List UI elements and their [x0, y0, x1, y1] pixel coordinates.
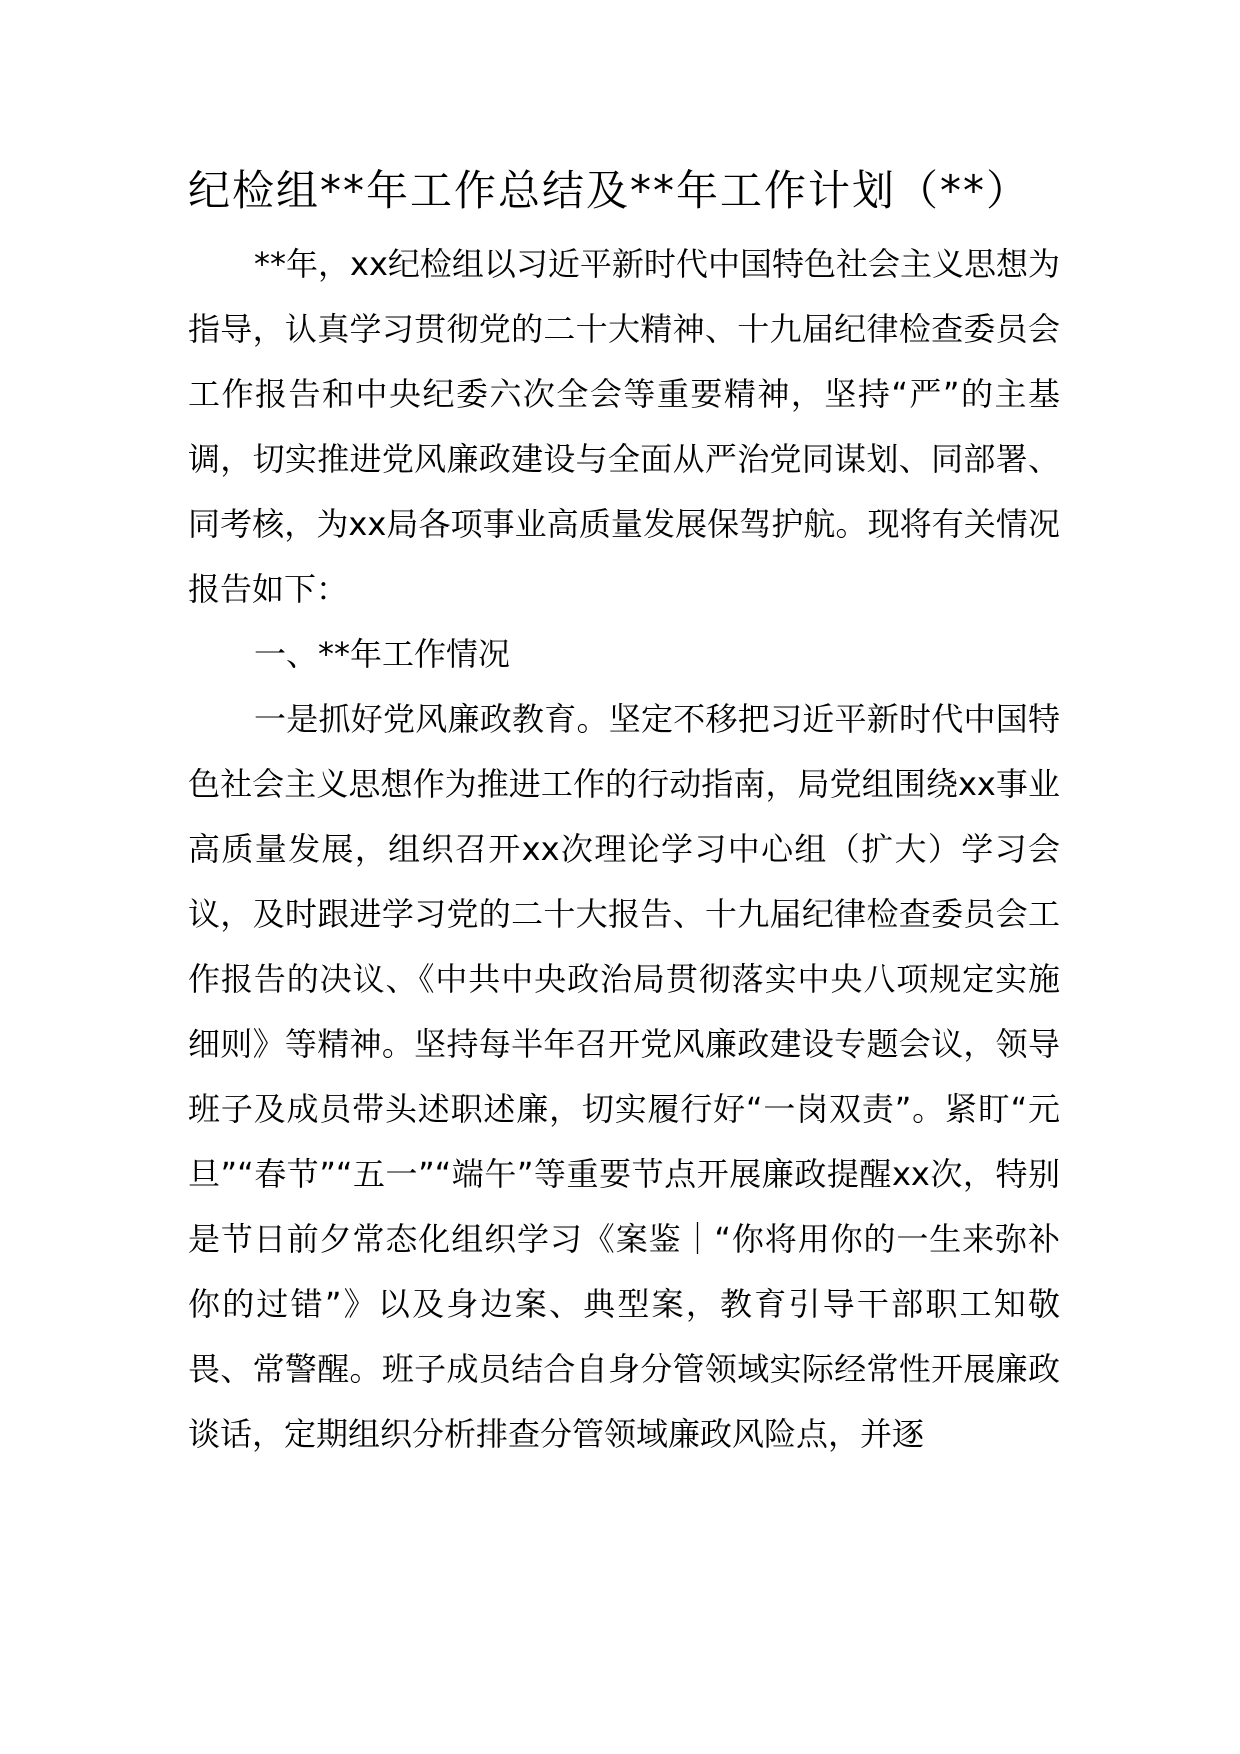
- document-page: [188, 160, 1060, 1467]
- document-title: 纪检组**年工作总结及**年工作计划（**）: [188, 166, 1031, 215]
- intro-paragraph: **年，xx纪检组以习近平新时代中国特色社会主义思想为指导，认真学习贯彻党的二十大精神、十九届纪律检查委员会工作报告和中央纪委六次全会等重要精神，坚持“严”的主基调，切实推进党风廉政建设与全面从严治党同谋划、同部署、同考核，为xx局各项事业高质量发展保驾护航。现将有关情况报告如下：: [188, 245, 1060, 608]
- section-heading-1: 一、**年工作情况: [254, 635, 511, 673]
- section-1-paragraph-1: 一是抓好党风廉政教育。坚定不移把习近平新时代中国特色社会主义思想作为推进工作的行动指南，局党组围绕xx事业高质量发展，组织召开xx次理论学习中心组（扩大）学习会议，及时跟进学习党的二十大报告、十九届纪律检查委员会工作报告的决议、《中共中央政治局贯彻落实中央八项规定实施细则》等精神。坚持每半年召开党风廉政建设专题会议，领导班子及成员带头述职述廉，切实履行好“一岗双责”。紧盯“元旦”“春节”“五一”“端午”等重要节点开展廉政提醒xx次，特别是节日前夕常态化组织学习《案鉴｜“你将用你的一生来弥补你的过错”》以及身边案、典型案，教育引导干部职工知敬畏、常警醒。班子成员结合自身分管领域实际经常性开展廉政谈话，定期组织分析排查分管领域廉政风险点，并逐: [188, 700, 1060, 1453]
